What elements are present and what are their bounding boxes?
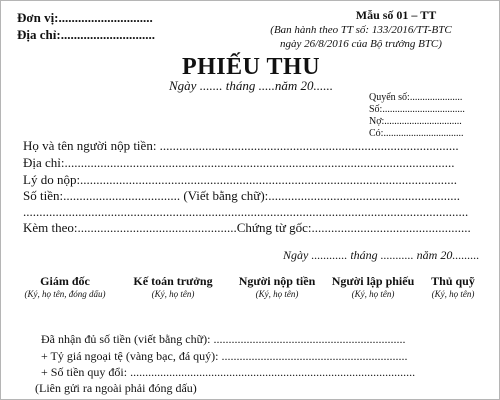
issuance-line-2: ngày 26/8/2016 của Bộ trưởng BTC) bbox=[280, 38, 442, 50]
received-amount-field[interactable]: Đã nhận đủ số tiền (viết bằng chữ): ................................................................ bbox=[41, 332, 406, 346]
page-title: PHIẾU THU bbox=[181, 54, 321, 80]
credit-field[interactable]: Có:................................ bbox=[369, 128, 464, 139]
payer-name-field[interactable]: Họ và tên người nộp tiền: ............................................................................................ bbox=[23, 138, 459, 153]
voucher-number-field[interactable]: Số:................................. bbox=[369, 104, 465, 115]
exchange-rate-field[interactable]: + Tỷ giá ngoại tệ (vàng bạc, đá quý): .............................................................. bbox=[41, 349, 408, 363]
signature-title-cashier: Thủ quỹ bbox=[431, 274, 475, 288]
signature-note-cashier: (Ký, họ tên) bbox=[431, 289, 475, 299]
payer-address-field[interactable]: Địa chỉ:........................................................................................................................ bbox=[23, 155, 455, 170]
attachments-field[interactable]: Kèm theo:.................................................Chứng từ gốc:................................................. bbox=[23, 220, 471, 235]
book-number-field[interactable]: Quyển số:..................... bbox=[369, 92, 463, 103]
signature-title-preparer: Người lập phiếu bbox=[331, 274, 415, 288]
signature-note-payer: (Ký, họ tên) bbox=[255, 289, 299, 299]
amount-words-continuation[interactable]: ......................................................................................................................................... bbox=[23, 204, 469, 219]
signature-note-chief-accountant: (Ký, họ tên) bbox=[151, 289, 195, 299]
signature-date-line[interactable]: Ngày ............ tháng ........... năm 20......... bbox=[283, 248, 480, 262]
address-header-field[interactable]: Địa chỉ:............................. bbox=[17, 27, 155, 42]
payment-reason-field[interactable]: Lý do nộp:.................................................................................................................... bbox=[23, 172, 458, 187]
debit-field[interactable]: Nợ:............................... bbox=[369, 116, 462, 127]
converted-amount-field[interactable]: + Số tiền quy đổi: ............................................................................................... bbox=[41, 365, 416, 379]
signature-note-director: (Ký, họ tên, đóng dấu) bbox=[24, 289, 106, 299]
unit-field[interactable]: Đơn vị:............................. bbox=[17, 10, 153, 25]
date-line[interactable]: Ngày ....... tháng .....năm 20...... bbox=[169, 78, 333, 93]
signature-note-preparer: (Ký, họ tên) bbox=[351, 289, 395, 299]
signature-title-chief-accountant: Kế toán trưởng bbox=[133, 274, 213, 288]
stamp-note: (Liên gửi ra ngoài phải đóng dấu) bbox=[35, 381, 197, 395]
signature-title-payer: Người nộp tiền bbox=[238, 274, 316, 288]
form-number: Mẫu số 01 – TT bbox=[355, 8, 437, 22]
signature-title-director: Giám đốc bbox=[40, 274, 90, 288]
issuance-line-1: (Ban hành theo TT số: 133/2016/TT-BTC bbox=[270, 24, 452, 36]
amount-field[interactable]: Số tiền:.................................... (Viết bằng chữ):........................................................... bbox=[23, 188, 461, 203]
